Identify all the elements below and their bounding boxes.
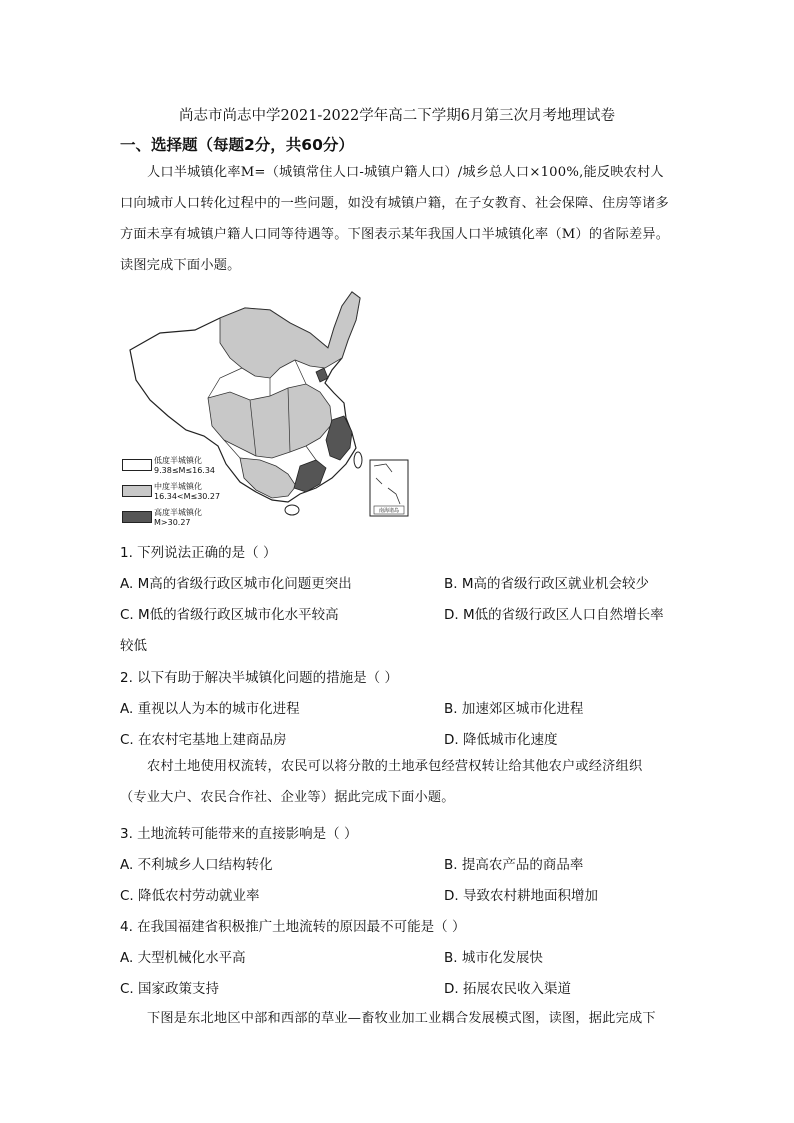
q3-option-c[interactable]: C. 降低农村劳动就业率 — [120, 888, 260, 904]
q2-option-d[interactable]: D. 降低城市化速度 — [444, 732, 558, 748]
inset-label: 南海诸岛 — [378, 508, 399, 514]
legend-range: M>30.27 — [154, 518, 191, 527]
intro-paragraph-2 — [120, 751, 676, 813]
q2-option-b[interactable]: B. 加速郊区城市化进程 — [444, 701, 584, 717]
intro-line: 读图完成下面小题。 — [120, 258, 241, 273]
intro-paragraph-1 — [120, 157, 676, 281]
question-2: 2. 以下有助于解决半城镇化问题的措施是（ ） — [120, 670, 398, 686]
q1-option-a[interactable]: A. M高的省级行政区城市化问题更突出 — [120, 576, 352, 592]
q4-option-c[interactable]: C. 国家政策支持 — [120, 981, 220, 997]
section-heading: 一、选择题（每题2分，共60分） — [120, 136, 354, 154]
hainan-island — [285, 505, 299, 515]
q3-option-b[interactable]: B. 提高农产品的商品率 — [444, 857, 584, 873]
intro-line: 人口半城镇化率M=（城镇常住人口-城镇户籍人口）/城乡总人口×100%,能反映农村人 — [147, 165, 664, 180]
intro-paragraph-3 — [120, 1003, 676, 1034]
intro-line: 口向城市人口转化过程中的一些问题，如没有城镇户籍，在子女教育、社会保障、住房等诸多 — [120, 196, 669, 211]
q3-option-a[interactable]: A. 不利城乡人口结构转化 — [120, 857, 273, 873]
q2-option-a[interactable]: A. 重视以人为本的城市化进程 — [120, 701, 300, 717]
q1-option-d[interactable]: D. M低的省级行政区人口自然增长率 — [444, 607, 664, 623]
legend-label: 中度半城镇化 — [154, 482, 202, 491]
question-3: 3. 土地流转可能带来的直接影响是（ ） — [120, 826, 358, 842]
legend-range: 16.34<M≤30.27 — [154, 492, 221, 501]
q1-option-b[interactable]: B. M高的省级行政区就业机会较少 — [444, 576, 649, 592]
intro-line: 下图是东北地区中部和西部的草业—畜牧业加工业耦合发展模式图，读图，据此完成下 — [147, 1011, 656, 1026]
intro-line: （专业大户、农民合作社、企业等）据此完成下面小题。 — [120, 790, 455, 805]
q3-option-d[interactable]: D. 导致农村耕地面积增加 — [444, 888, 598, 904]
q4-option-d[interactable]: D. 拓展农民收入渠道 — [444, 981, 571, 997]
intro-line: 农村土地使用权流转，农民可以将分散的土地承包经营权转让给其他农户或经济组织 — [147, 759, 643, 774]
question-1: 1. 下列说法正确的是（ ） — [120, 545, 277, 561]
taiwan-island — [354, 452, 362, 468]
page-title: 尚志市尚志中学2021-2022学年高二下学期6月第三次月考地理试卷 — [179, 108, 615, 124]
legend-swatch-low — [122, 459, 152, 471]
legend-label: 低度半城镇化 — [154, 456, 202, 465]
china-semi-urbanization-map — [120, 288, 412, 528]
q4-option-b[interactable]: B. 城市化发展快 — [444, 950, 543, 966]
legend-label: 高度半城镇化 — [154, 508, 202, 517]
legend-swatch-medium — [122, 485, 152, 497]
q1-option-c[interactable]: C. M低的省级行政区城市化水平较高 — [120, 607, 339, 623]
intro-line: 方面未享有城镇户籍人口同等待遇等。下图表示某年我国人口半城镇化率（M）的省际差异。 — [120, 227, 670, 242]
q2-option-c[interactable]: C. 在农村宅基地上建商品房 — [120, 732, 287, 748]
q1-option-d-continuation: 较低 — [120, 638, 147, 654]
legend-swatch-high — [122, 511, 152, 523]
legend-range: 9.38≤M≤16.34 — [154, 466, 216, 475]
question-4: 4. 在我国福建省积极推广土地流转的原因最不可能是（ ） — [120, 919, 466, 935]
q4-option-a[interactable]: A. 大型机械化水平高 — [120, 950, 246, 966]
